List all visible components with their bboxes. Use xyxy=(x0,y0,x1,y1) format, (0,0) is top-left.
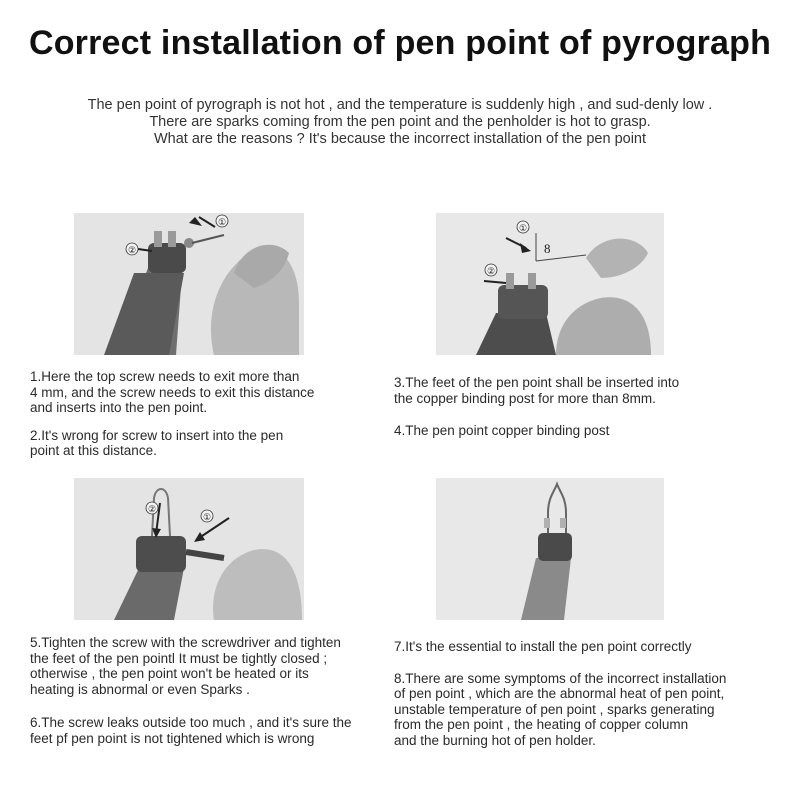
photo-top-screw-illustration xyxy=(74,213,304,355)
caption-line: 7.It's the essential to install the pen point correctly xyxy=(394,639,692,654)
marker-2-label: ② xyxy=(486,266,496,276)
caption-block-1 xyxy=(30,369,380,459)
caption-line: otherwise , the pen point won't be heated or its xyxy=(30,666,309,681)
caption-line: 5.Tighten the screw with the screwdriver and tighten xyxy=(30,635,341,650)
photo-binding-post-illustration xyxy=(436,213,664,355)
caption-line: the copper binding post for more than 8mm. xyxy=(394,390,656,406)
intro-line: The pen point of pyrograph is not hot , and the temperature is suddenly high , and sud-denly low . xyxy=(87,97,713,113)
caption-line: 2.It's wrong for screw to insert into the pen xyxy=(30,427,284,443)
caption-line: from the pen point , the heating of copper column xyxy=(394,717,689,732)
caption-line: heating is abnormal or even Sparks . xyxy=(30,681,250,697)
marker-2-label: ② xyxy=(127,245,137,255)
caption-block-2 xyxy=(394,375,774,439)
caption-block-4 xyxy=(394,639,784,748)
intro-line: What are the reasons ? It's because the incorrect installation of the pen point xyxy=(153,131,647,147)
intro-paragraph xyxy=(30,97,770,148)
caption-line: unstable temperature of pen point , sparks generating xyxy=(394,701,715,717)
caption-block-3 xyxy=(30,635,390,746)
caption-line: of pen point , which are the abnormal heat of pen point, xyxy=(394,686,725,701)
caption-line: feet pf pen point is not tightened which is wrong xyxy=(30,730,315,746)
caption-line: 4.The pen point copper binding post xyxy=(394,423,610,438)
caption-line: 4 mm, and the screw needs to exit this distance xyxy=(30,384,315,400)
marker-1-label: ① xyxy=(202,512,212,522)
photo-installed-pen-point-illustration xyxy=(436,478,664,620)
caption-line: the feet of the pen pointl It must be tightly closed ; xyxy=(30,650,328,666)
caption-line: 8.There are some symptoms of the incorrect installation xyxy=(394,670,727,686)
caption-line: and inserts into the pen point. xyxy=(30,400,208,415)
photo-installed-pen-point xyxy=(436,478,664,620)
caption-line: 3.The feet of the pen point shall be inserted into xyxy=(394,375,680,390)
photo-top-screw xyxy=(74,213,304,355)
page-title: Correct installation of pen point of pyrograph xyxy=(28,24,772,62)
marker-1-label: ① xyxy=(217,217,227,227)
photo-screwdriver-illustration xyxy=(74,478,304,620)
caption-line: point at this distance. xyxy=(30,443,157,458)
marker-2-label: ② xyxy=(147,504,157,514)
intro-line: There are sparks coming from the pen point and the penholder is hot to grasp. xyxy=(149,114,651,130)
marker-1-label: ① xyxy=(518,223,528,233)
caption-line: and the burning hot of pen holder. xyxy=(394,732,596,748)
caption-line: 6.The screw leaks outside too much , and it's sure the xyxy=(30,715,352,730)
caption-line: 1.Here the top screw needs to exit more than xyxy=(30,369,300,384)
photo-binding-post xyxy=(436,213,664,355)
photo-screwdriver xyxy=(74,478,304,620)
measure-label: 8 xyxy=(544,241,551,256)
